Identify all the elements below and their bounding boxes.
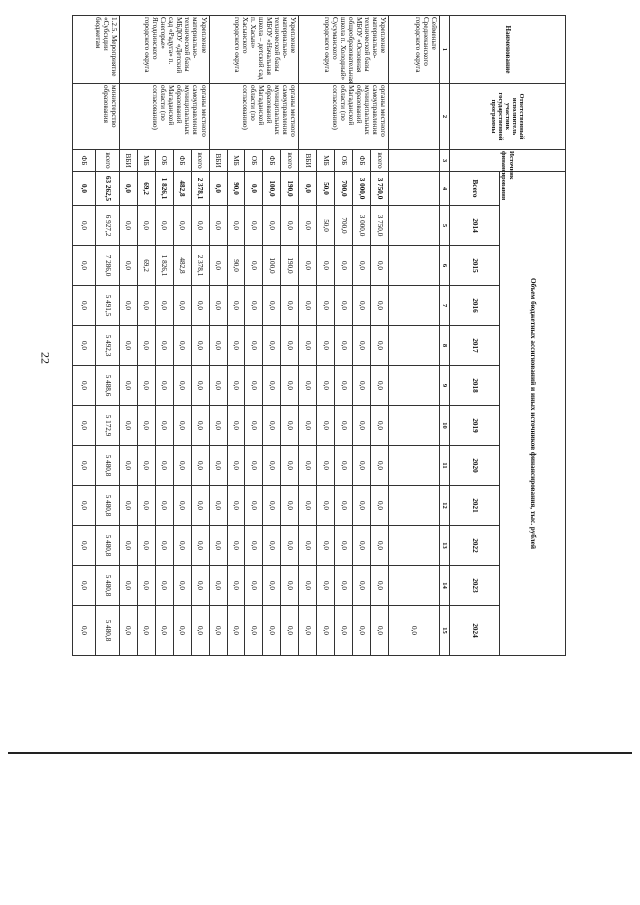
- row-year-value: 0,0: [227, 566, 245, 606]
- header-year: 2018: [450, 366, 500, 406]
- row-year-value: 0,0: [173, 606, 191, 656]
- row-year-value: 0,0: [137, 286, 155, 326]
- row-year-value: 0,0: [209, 526, 227, 566]
- table-header: [440, 16, 566, 656]
- row-source: всего: [371, 150, 389, 172]
- column-numbers-row: [440, 16, 450, 656]
- row-year-value: 0,0: [371, 326, 389, 366]
- row-year-value: 0,0: [173, 286, 191, 326]
- row-total: 0,0: [299, 172, 317, 206]
- row-year-value: 0,0: [263, 366, 281, 406]
- row-year-value: 0,0: [299, 486, 317, 526]
- row-year-value: 190,0: [281, 246, 299, 286]
- row-year-value: 0,0: [119, 566, 137, 606]
- row-year-value: 0,0: [353, 606, 371, 656]
- row-year-value: 0,0: [137, 406, 155, 446]
- row-year-value: 0,0: [137, 366, 155, 406]
- row-year-value: 482,8: [173, 246, 191, 286]
- row-year-value: 0,0: [227, 606, 245, 656]
- table-viewport: [72, 15, 566, 655]
- row-year-value: 0,0: [281, 326, 299, 366]
- row-year-value: 0,0: [371, 286, 389, 326]
- header-year: 2019: [450, 406, 500, 446]
- row-year-value: 90,0: [227, 246, 245, 286]
- row-year-value: 5 480,8: [96, 486, 119, 526]
- row-resp: органы местного самоуправления муниципальных образований Магаданской области (по согласованию): [299, 84, 389, 150]
- row-year-value: 0,0: [209, 446, 227, 486]
- row-year-value: 0,0: [191, 566, 209, 606]
- row-name: Сейменьте Среднеканского городского округа: [389, 16, 440, 84]
- row-year-value: 0,0: [299, 526, 317, 566]
- row-total: 100,0: [263, 172, 281, 206]
- row-year-value: 0,0: [227, 446, 245, 486]
- row-year-value: 6 927,2: [96, 206, 119, 246]
- row-year-value: 0,0: [119, 366, 137, 406]
- row-year-value: 0,0: [299, 286, 317, 326]
- column-number: 2: [440, 84, 450, 150]
- row-year-value: 0,0: [155, 406, 173, 446]
- row-year-value: 0,0: [371, 606, 389, 656]
- row-year-value: 0,0: [209, 566, 227, 606]
- row-year-value: 0,0: [73, 566, 96, 606]
- row-resp: [389, 84, 440, 150]
- row-year-value: 0,0: [353, 526, 371, 566]
- row-year-value: 0,0: [245, 446, 263, 486]
- row-year-value: 0,0: [173, 366, 191, 406]
- row-year-value: 0,0: [73, 526, 96, 566]
- row-source: МБ: [317, 150, 335, 172]
- row-year-value: 0,0: [245, 606, 263, 656]
- row-source: ВБИ: [119, 150, 137, 172]
- row-name: Укрепление материально-технической базы МБДОУ «Детский сад «Радуга» п. Снегорье» Ягоднинского городского округа: [119, 16, 209, 84]
- row-resp: органы местного самоуправления муниципальных образований Магаданской области (по согласованию): [209, 84, 299, 150]
- row-year-value: 0,0: [137, 526, 155, 566]
- row-year-value: 0,0: [371, 486, 389, 526]
- row-year-value: 0,0: [281, 446, 299, 486]
- row-year-value: 0,0: [209, 246, 227, 286]
- row-year-value: 0,0: [209, 406, 227, 446]
- row-year-value: 0,0: [119, 446, 137, 486]
- row-name: Укрепление материально-технической базы МБОУ «Основная общеобразовательная школа п. Холодный» Сусуманского городского округа: [299, 16, 389, 84]
- row-year-value: 0,0: [73, 286, 96, 326]
- row-year-value: 69,2: [137, 246, 155, 286]
- row-year-value: 0,0: [191, 366, 209, 406]
- row-year-value: 0,0: [137, 486, 155, 526]
- row-year-value: 0,0: [119, 286, 137, 326]
- row-year-value: 0,0: [119, 406, 137, 446]
- row-year-value: 0,0: [173, 526, 191, 566]
- budget-table: [72, 15, 566, 656]
- row-total: [389, 172, 440, 206]
- row-year-value: 0,0: [353, 326, 371, 366]
- row-year-value: 0,0: [173, 446, 191, 486]
- row-year-value: 0,0: [371, 566, 389, 606]
- row-year-value: 0,0: [317, 326, 335, 366]
- row-year-value: 0,0: [73, 486, 96, 526]
- row-year-value: 0,0: [317, 286, 335, 326]
- row-year-value: 700,0: [335, 206, 353, 246]
- table-row: [371, 16, 389, 656]
- header-source: Источник финансирования: [450, 150, 566, 172]
- row-year-value: 0,0: [317, 486, 335, 526]
- row-year-value: 0,0: [335, 486, 353, 526]
- row-year-value: 0,0: [371, 246, 389, 286]
- row-year-value: 0,0: [227, 486, 245, 526]
- row-year-value: 7 286,0: [96, 246, 119, 286]
- row-year-value: 0,0: [191, 406, 209, 446]
- row-year-value: 0,0: [353, 286, 371, 326]
- row-year-value: 0,0: [137, 566, 155, 606]
- row-year-value: 0,0: [73, 606, 96, 656]
- row-year-value: 0,0: [317, 566, 335, 606]
- row-year-value: 0,0: [173, 326, 191, 366]
- row-year-value: 0,0: [353, 446, 371, 486]
- row-year-value: 0,0: [317, 446, 335, 486]
- row-source: ФБ: [73, 150, 96, 172]
- row-year-value: 0,0: [353, 566, 371, 606]
- row-total: 700,0: [335, 172, 353, 206]
- header-year: 2016: [450, 286, 500, 326]
- row-year-value: 0,0: [335, 366, 353, 406]
- row-year-value: 0,0: [335, 406, 353, 446]
- row-year-value: 0,0: [335, 246, 353, 286]
- row-year-value: 0,0: [227, 366, 245, 406]
- column-number: 14: [440, 566, 450, 606]
- row-year-value: 0,0: [155, 206, 173, 246]
- rotated-page: [72, 15, 566, 655]
- row-year-value: 0,0: [137, 606, 155, 656]
- row-year-value: 0,0: [281, 286, 299, 326]
- row-year-value: 0,0: [281, 566, 299, 606]
- row-source: ФБ: [353, 150, 371, 172]
- row-source: ОБ: [335, 150, 353, 172]
- row-source: МБ: [227, 150, 245, 172]
- header-year: 2023: [450, 566, 500, 606]
- row-year-value: 0,0: [173, 406, 191, 446]
- column-number: 9: [440, 366, 450, 406]
- row-year-value: 0,0: [209, 606, 227, 656]
- row-year-value: 0,0: [245, 206, 263, 246]
- table-row: [96, 16, 119, 656]
- header-year: 2022: [450, 526, 500, 566]
- header-name: Наименование: [450, 16, 566, 84]
- row-year-value: 0,0: [263, 446, 281, 486]
- row-year-value: 0,0: [137, 326, 155, 366]
- row-year-value: 0,0: [299, 566, 317, 606]
- row-year-value: 0,0: [335, 566, 353, 606]
- row-total: 63 262,5: [96, 172, 119, 206]
- row-year-value: 3 750,0: [371, 206, 389, 246]
- row-year-value: 0,0: [317, 366, 335, 406]
- header-year: 2024: [450, 606, 500, 656]
- row-year-value: 0,0: [281, 486, 299, 526]
- row-year-value: 0,0: [137, 206, 155, 246]
- column-number: 3: [440, 150, 450, 172]
- row-year-value: 0,0: [353, 406, 371, 446]
- row-year-value: 5 480,8: [96, 446, 119, 486]
- row-year-value: 0,0: [263, 326, 281, 366]
- row-year-value: 5 480,8: [96, 526, 119, 566]
- row-total: 482,8: [173, 172, 191, 206]
- row-year-value: 0,0: [245, 286, 263, 326]
- row-year-value: 0,0: [371, 526, 389, 566]
- row-year-value: 0,0: [299, 326, 317, 366]
- row-year-value: 0,0: [299, 446, 317, 486]
- header-year: 2014: [450, 206, 500, 246]
- row-total: 2 378,1: [191, 172, 209, 206]
- row-year-value: 0,0: [317, 526, 335, 566]
- row-year-value: 0,0: [371, 366, 389, 406]
- column-number: 11: [440, 446, 450, 486]
- row-year-value: 0,0: [227, 286, 245, 326]
- row-total: 90,0: [227, 172, 245, 206]
- row-year-value: 0,0: [263, 406, 281, 446]
- row-year-value: 0,0: [209, 326, 227, 366]
- row-source: всего: [281, 150, 299, 172]
- row-year-value: 0,0: [353, 366, 371, 406]
- row-source: всего: [191, 150, 209, 172]
- row-total: 0,0: [209, 172, 227, 206]
- row-year-value: 0,0: [209, 206, 227, 246]
- row-year-value: 0,0: [281, 206, 299, 246]
- row-total: 1 826,1: [155, 172, 173, 206]
- row-year-value: 0,0: [263, 286, 281, 326]
- row-year-value: 0,0: [227, 406, 245, 446]
- table-row: [191, 16, 209, 656]
- row-year-value: 0,0: [209, 486, 227, 526]
- row-year-value: 0,0: [335, 286, 353, 326]
- row-year-value: 0,0: [281, 406, 299, 446]
- row-year-value: 0,0: [299, 206, 317, 246]
- row-year-value: 0,0: [353, 486, 371, 526]
- row-year-value: 0,0: [191, 446, 209, 486]
- row-year-value: 0,0: [317, 246, 335, 286]
- row-source: ОБ: [155, 150, 173, 172]
- row-year-value: 0,0: [299, 406, 317, 446]
- row-year-value: 0,0: [173, 206, 191, 246]
- column-number: 4: [440, 172, 450, 206]
- row-year-value: 0,0: [137, 446, 155, 486]
- row-year-value: 0,0: [299, 606, 317, 656]
- row-year-value: 5 488,6: [96, 366, 119, 406]
- row-year-value: 0,0: [317, 606, 335, 656]
- row-year-value: 0,0: [299, 246, 317, 286]
- header-year: 2021: [450, 486, 500, 526]
- row-year-value: 0,0: [245, 366, 263, 406]
- row-year-value: 0,0: [191, 526, 209, 566]
- row-year-value: 0,0: [263, 526, 281, 566]
- row-year-value: 0,0: [155, 366, 173, 406]
- row-year-value: 0,0: [245, 406, 263, 446]
- row-year-value: 0,0: [227, 526, 245, 566]
- row-year-value: 0,0: [245, 486, 263, 526]
- row-year-value: 100,0: [263, 246, 281, 286]
- row-year-value: 0,0: [245, 566, 263, 606]
- row-year-value: 3 000,0: [353, 206, 371, 246]
- row-year-value: 0,0: [155, 486, 173, 526]
- row-year-value: 0,0: [335, 326, 353, 366]
- row-total: 50,0: [317, 172, 335, 206]
- row-year-value: 0,0: [317, 406, 335, 446]
- row-year-value: 0,0: [227, 326, 245, 366]
- header-volume: Объем бюджетных ассигнований и иных источников финансирования, тыс. рублей: [500, 172, 566, 656]
- row-year-value: 2 378,1: [191, 246, 209, 286]
- row-year-value: 0,0: [73, 246, 96, 286]
- row-year-value: 0,0: [119, 206, 137, 246]
- row-year-value: 0,0: [155, 286, 173, 326]
- row-year-value: 0,0: [119, 246, 137, 286]
- row-name: 1.2.5. Мероприятие «Субсидии бюджетам: [73, 16, 120, 84]
- column-number: 6: [440, 246, 450, 286]
- row-year-value: 0,0: [281, 366, 299, 406]
- row-year-value: 0,0: [227, 206, 245, 246]
- column-number: 15: [440, 606, 450, 656]
- header-year: 2017: [450, 326, 500, 366]
- row-resp: органы местного самоуправления муниципальных образований Магаданской области (по согласованию): [119, 84, 209, 150]
- row-year-value: 0,0: [73, 326, 96, 366]
- row-year-value: 5 172,9: [96, 406, 119, 446]
- row-year-value: 0,0: [299, 366, 317, 406]
- row-year-value: 5 480,8: [96, 566, 119, 606]
- row-source: всего: [96, 150, 119, 172]
- row-source: [389, 150, 440, 172]
- header-year: 2015: [450, 246, 500, 286]
- row-year-value: 0,0: [245, 526, 263, 566]
- column-number: 8: [440, 326, 450, 366]
- row-year-value: 0,0: [353, 246, 371, 286]
- row-year-value: 0,0: [263, 486, 281, 526]
- row-year-value: 0,0: [263, 566, 281, 606]
- column-number: 7: [440, 286, 450, 326]
- row-year-value: 0,0: [281, 526, 299, 566]
- column-number: 1: [440, 16, 450, 84]
- horizontal-rule: [8, 752, 632, 754]
- row-year-value: 1 826,1: [155, 246, 173, 286]
- row-year-value: 0,0: [119, 606, 137, 656]
- header-year: 2020: [450, 446, 500, 486]
- row-year-value: 0,0: [209, 366, 227, 406]
- row-year-value: 0,0: [245, 326, 263, 366]
- row-year-value: 0,0: [281, 606, 299, 656]
- row-year-value: 0,0: [73, 206, 96, 246]
- row-year-value: 0,0: [335, 606, 353, 656]
- row-year-value: 5 480,8: [96, 606, 119, 656]
- column-number: 10: [440, 406, 450, 446]
- row-year-value: 0,0: [245, 246, 263, 286]
- row-year-value: 5 492,3: [96, 326, 119, 366]
- row-year-value: 0,0: [155, 566, 173, 606]
- row-total: 69,2: [137, 172, 155, 206]
- header-resp: Ответственный исполнитель участник государственной программы: [450, 84, 566, 150]
- row-source: ВБИ: [299, 150, 317, 172]
- row-year-value: 0,0: [335, 526, 353, 566]
- row-total: 3 000,0: [353, 172, 371, 206]
- table-row: [389, 16, 440, 656]
- row-last-value: 0,0: [389, 606, 440, 656]
- row-total: 3 750,0: [371, 172, 389, 206]
- row-year-value: 0,0: [155, 526, 173, 566]
- row-year-value: 0,0: [155, 606, 173, 656]
- row-year-value: 0,0: [155, 326, 173, 366]
- row-year-value: 0,0: [191, 486, 209, 526]
- row-year-value: 0,0: [119, 326, 137, 366]
- row-year-value: 0,0: [73, 446, 96, 486]
- column-number: 5: [440, 206, 450, 246]
- row-year-value: 0,0: [263, 606, 281, 656]
- row-year-value: 0,0: [191, 286, 209, 326]
- row-year-value: 0,0: [119, 526, 137, 566]
- row-year-value: 0,0: [119, 486, 137, 526]
- row-year-value: 5 491,5: [96, 286, 119, 326]
- row-year-value: 0,0: [191, 606, 209, 656]
- row-year-value: 0,0: [191, 206, 209, 246]
- row-year-value: 0,0: [371, 446, 389, 486]
- row-source: МБ: [137, 150, 155, 172]
- row-total: 0,0: [73, 172, 96, 206]
- row-source: ВБИ: [209, 150, 227, 172]
- row-resp: министерство образования: [73, 84, 120, 150]
- row-year-value: 0,0: [73, 406, 96, 446]
- row-year-value: 0,0: [335, 446, 353, 486]
- row-name: Укрепление материально-технической базы МБОУ «Начальная школа – детский сад п. Хасын» Хасынского городского округа: [209, 16, 299, 84]
- row-year-value: 0,0: [263, 206, 281, 246]
- row-year-value: 50,0: [317, 206, 335, 246]
- row-year-value: 0,0: [155, 446, 173, 486]
- row-total: 0,0: [245, 172, 263, 206]
- row-total: 0,0: [119, 172, 137, 206]
- column-number: 12: [440, 486, 450, 526]
- row-source: ФБ: [173, 150, 191, 172]
- row-year-value: 0,0: [371, 406, 389, 446]
- row-source: ФБ: [263, 150, 281, 172]
- row-year-value: 0,0: [191, 326, 209, 366]
- column-number: 13: [440, 526, 450, 566]
- row-total: 190,0: [281, 172, 299, 206]
- row-year-value: 0,0: [173, 566, 191, 606]
- row-source: ОБ: [245, 150, 263, 172]
- row-year-value: 0,0: [209, 286, 227, 326]
- row-year-value: 0,0: [173, 486, 191, 526]
- table-body: [73, 16, 440, 656]
- table-row: [281, 16, 299, 656]
- row-year-value: 0,0: [73, 366, 96, 406]
- header-total: Всего: [450, 172, 500, 206]
